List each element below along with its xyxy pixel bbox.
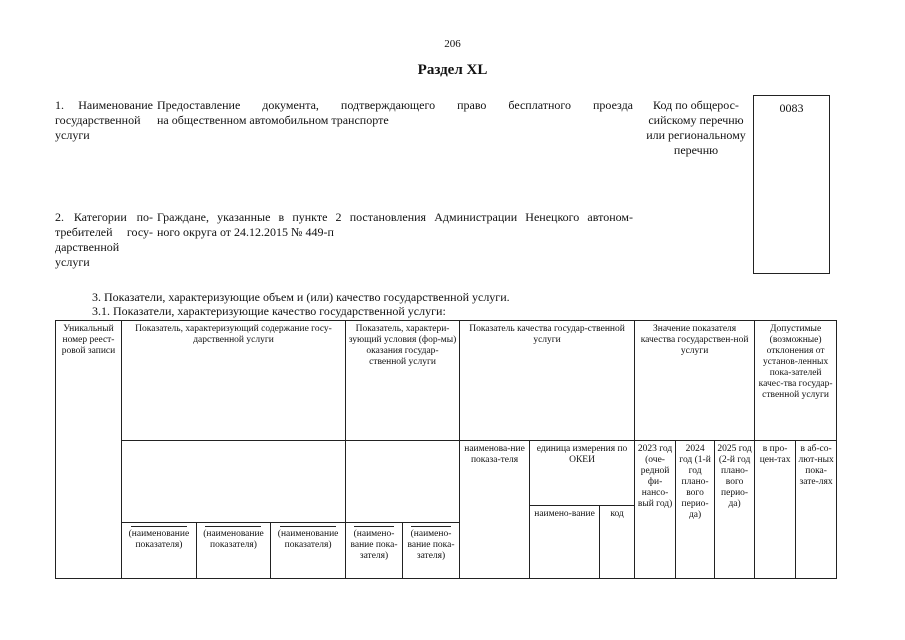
- item1-text: [157, 98, 633, 128]
- condition-placeholder-subtable: [346, 522, 459, 578]
- content-placeholder: (наименование показателя): [203, 529, 264, 550]
- header-year-2024: 2024 год (1-й год плано-вого перио-да): [676, 441, 715, 579]
- item1-label-line: 1. Наименование: [55, 98, 153, 112]
- blank-line: [131, 526, 187, 527]
- code-label-line: или региональному: [646, 128, 746, 142]
- content-placeholder-subtable: [122, 522, 345, 578]
- item1-label: [55, 98, 153, 143]
- item2-label-line: услуги: [55, 255, 90, 269]
- item1-text-line: на общественном автомобильном транспорте: [157, 113, 389, 127]
- code-label-line: перечню: [673, 143, 719, 157]
- condition-placeholder-cell: [346, 523, 403, 579]
- header-okei: единица измерения по ОКЕИ: [530, 441, 635, 506]
- header-okei-name: наимено-вание: [530, 506, 600, 579]
- header-conditions-indicator: Показатель, характери-зующий условия (фор-мы) оказания государ-ственной услуги: [346, 321, 460, 441]
- blank-line: [354, 526, 394, 527]
- item2-label: [55, 210, 153, 270]
- item2-label-line: требителей госу-: [55, 225, 153, 239]
- header-deviation-absolute: в аб-со-лют-ных пока-зате-лях: [796, 441, 837, 579]
- page-number: 206: [444, 38, 461, 50]
- content-placeholder: (наименование показателя): [277, 529, 339, 550]
- blank-line: [205, 526, 261, 527]
- header-content-indicator: Показатель, характеризующий содержание госу-дарственной услуги: [122, 321, 346, 441]
- item2-label-line: 2. Категории по-: [55, 210, 153, 224]
- condition-placeholder: (наимено-вание пока-зателя): [407, 529, 455, 561]
- condition-placeholder-group: [346, 441, 460, 579]
- blank-line: [411, 526, 451, 527]
- blank-line: [280, 526, 336, 527]
- header-indicator-value: Значение показателя качества государствен-ной услуги: [635, 321, 755, 441]
- header-year-2025: 2025 год (2-й год плано-вого перио-да): [715, 441, 755, 579]
- code-box: [753, 95, 830, 274]
- code-label: [640, 98, 752, 158]
- header-okei-code: код: [600, 506, 635, 579]
- item2-text-line: ного округа от 24.12.2015 № 449-п: [157, 225, 334, 239]
- item1-label-line: государственной: [55, 113, 141, 127]
- section-3-1-heading: 3.1. Показатели, характеризующие качество государственной услуги:: [92, 304, 446, 318]
- header-unique-number: Уникальный номер реест-ровой записи: [56, 321, 122, 579]
- item1-text-line: Предоставление документа, подтверждающего право бесплатного проезда: [157, 98, 633, 112]
- section-title: Раздел XL: [417, 62, 488, 78]
- content-placeholder-group: [122, 441, 346, 579]
- code-label-line: сийскому перечню: [648, 113, 744, 127]
- item1-label-line: услуги: [55, 128, 90, 142]
- header-allowed-deviation: Допустимые (возможные) отклонения от установ-ленных пока-зателей качес-тва государ-ственной услуги: [755, 321, 837, 441]
- content-placeholder-cell: [196, 523, 270, 579]
- code-label-line: Код по общерос-: [653, 98, 739, 112]
- item2-text: [157, 210, 633, 240]
- condition-placeholder: (наимено-вание пока-зателя): [350, 529, 398, 561]
- item2-label-line: дарственной: [55, 240, 120, 254]
- condition-placeholder-cell: [403, 523, 460, 579]
- content-placeholder-cell: [122, 523, 196, 579]
- header-deviation-percent: в про-цен-тах: [755, 441, 796, 579]
- header-year-2023: 2023 год (оче-редной фи-нансо-вый год): [635, 441, 676, 579]
- quality-indicators-table: [55, 320, 837, 579]
- header-quality-indicator: Показатель качества государ-ственной услуги: [460, 321, 635, 441]
- content-placeholder: (наименование показателя): [128, 529, 190, 550]
- code-value: 0083: [779, 101, 804, 115]
- item2-text-line: Граждане, указанные в пункте 2 постановления Администрации Ненецкого автоном-: [157, 210, 633, 224]
- header-quality-name: наименова-ние показа-теля: [460, 441, 530, 579]
- content-placeholder-cell: [271, 523, 345, 579]
- section-3-heading: 3. Показатели, характеризующие объем и (или) качество государственной услуги.: [92, 290, 510, 304]
